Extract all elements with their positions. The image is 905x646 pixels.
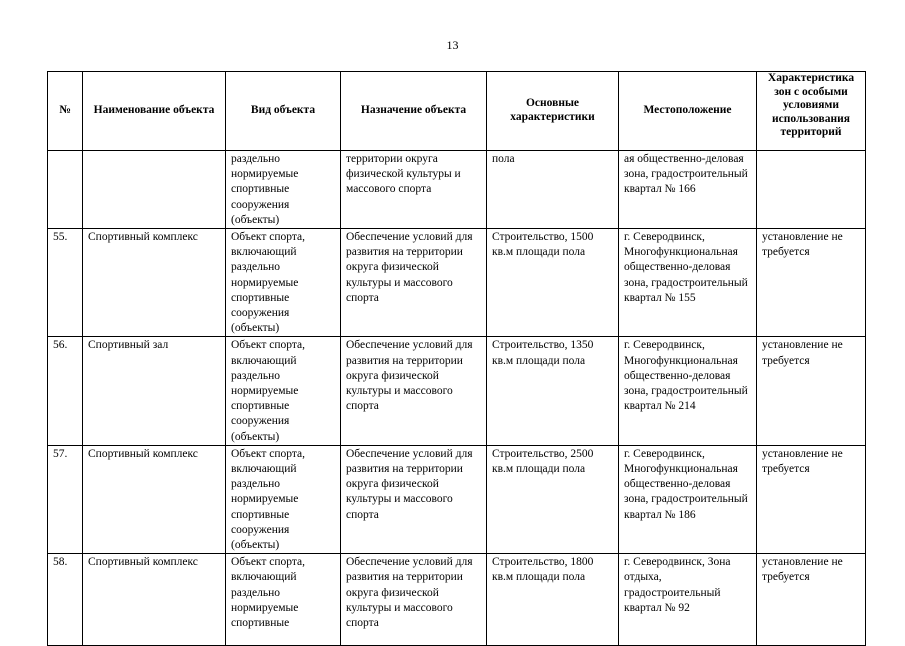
- cell-purpose: Обеспечение условий для развития на территории округа физической культуры и массового спорта: [341, 337, 487, 445]
- table-row: [48, 554, 866, 646]
- table-body: [48, 151, 866, 646]
- cell-zones: установление не требуется: [757, 229, 866, 337]
- cell-name: Спортивный комплекс: [83, 229, 226, 337]
- cell-purpose: Обеспечение условий для развития на территории округа физической культуры и массового спорта: [341, 229, 487, 337]
- cell-location: ая общественно-деловая зона, градостроительный квартал № 166: [619, 151, 757, 229]
- header-name: Наименование объекта: [83, 72, 226, 151]
- cell-type: Объект спорта, включающий раздельно нормируемые спортивные сооружения (объекты): [226, 337, 341, 445]
- header-characteristics: Основные характеристики: [487, 72, 619, 151]
- cell-num: [48, 151, 83, 229]
- cell-characteristics: Строительство, 2500 кв.м площади пола: [487, 445, 619, 553]
- header-zones: Характеристика зон с особыми условиями использования территорий: [757, 72, 866, 151]
- cell-zones: установление не требуется: [757, 445, 866, 553]
- cell-num: 55.: [48, 229, 83, 337]
- cell-type: Объект спорта, включающий раздельно нормируемые спортивные сооружения (объекты): [226, 445, 341, 553]
- header-row: [48, 72, 866, 151]
- cell-name: Спортивный комплекс: [83, 554, 226, 646]
- cell-name: Спортивный комплекс: [83, 445, 226, 553]
- cell-type: Объект спорта, включающий раздельно нормируемые спортивные: [226, 554, 341, 646]
- cell-location: г. Северодвинск, Многофункциональная общественно-деловая зона, градостроительный квартал № 155: [619, 229, 757, 337]
- cell-characteristics: Строительство, 1800 кв.м площади пола: [487, 554, 619, 646]
- cell-location: г. Северодвинск, Многофункциональная общественно-деловая зона, градостроительный квартал № 186: [619, 445, 757, 553]
- cell-type: Объект спорта, включающий раздельно нормируемые спортивные сооружения (объекты): [226, 229, 341, 337]
- cell-characteristics: пола: [487, 151, 619, 229]
- table-row: [48, 229, 866, 337]
- cell-num: 57.: [48, 445, 83, 553]
- page-number: 13: [446, 38, 459, 52]
- cell-zones: установление не требуется: [757, 337, 866, 445]
- cell-type: раздельно нормируемые спортивные сооружения (объекты): [226, 151, 341, 229]
- table-row: [48, 445, 866, 553]
- cell-num: 58.: [48, 554, 83, 646]
- cell-location: г. Северодвинск, Многофункциональная общественно-деловая зона, градостроительный квартал № 214: [619, 337, 757, 445]
- header-type: Вид объекта: [226, 72, 341, 151]
- cell-zones: [757, 151, 866, 229]
- cell-name: [83, 151, 226, 229]
- header-location: Местоположение: [619, 72, 757, 151]
- cell-purpose: Обеспечение условий для развития на территории округа физической культуры и массового спорта: [341, 554, 487, 646]
- cell-name: Спортивный зал: [83, 337, 226, 445]
- table-row: [48, 337, 866, 445]
- cell-characteristics: Строительство, 1500 кв.м площади пола: [487, 229, 619, 337]
- table-row: [48, 151, 866, 229]
- cell-zones: установление не требуется: [757, 554, 866, 646]
- header-num: №: [48, 72, 83, 151]
- table-header: [48, 72, 866, 151]
- header-purpose: Назначение объекта: [341, 72, 487, 151]
- cell-characteristics: Строительство, 1350 кв.м площади пола: [487, 337, 619, 445]
- cell-purpose: Обеспечение условий для развития на территории округа физической культуры и массового спорта: [341, 445, 487, 553]
- cell-num: 56.: [48, 337, 83, 445]
- objects-table: [47, 71, 866, 646]
- cell-location: г. Северодвинск, Зона отдыха, градостроительный квартал № 92: [619, 554, 757, 646]
- cell-purpose: территории округа физической культуры и массового спорта: [341, 151, 487, 229]
